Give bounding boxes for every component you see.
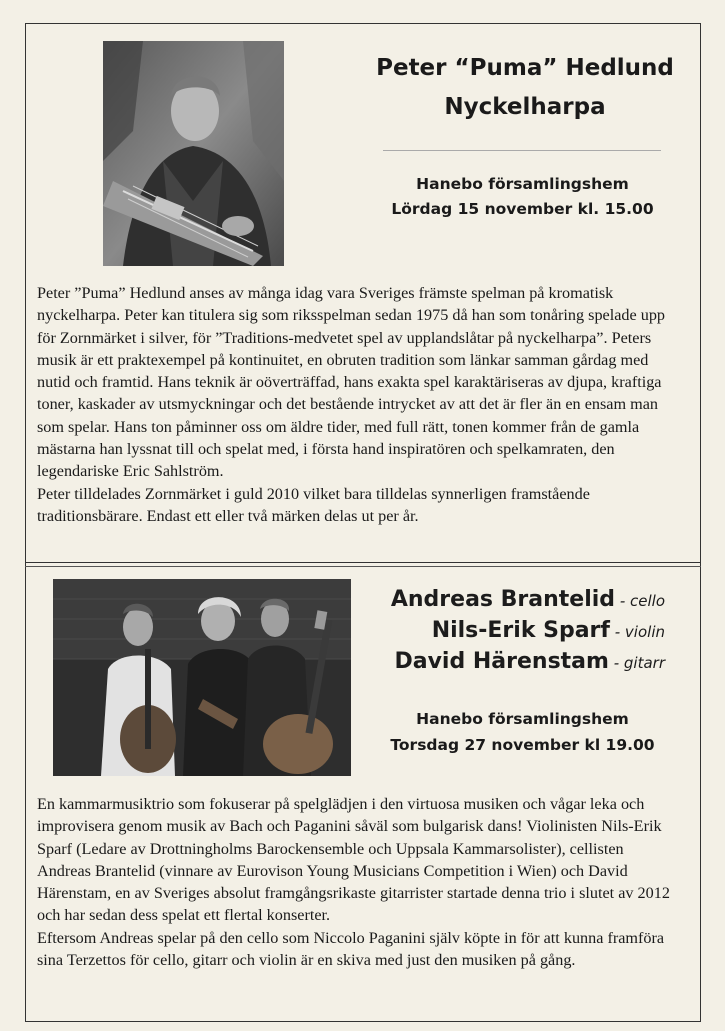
paragraph: Peter ”Puma” Hedlund anses av många idag vara Sveriges främste spelman på kromatisk nyckelharpa. Peter kan titulera sig som riksspelman sedan 1975 då han som tonåring spelade upp för Zornmärket i silver, för ”Traditions-medvetet spel av upplandslåtar på nyckelharpa”. Peters musik är ett praktexempel på kontinuitet, en obruten tradition som länkar samman gårdag med nutid och framtid. Hans teknik är oöverträffad, hans exakta spel karaktäriseras av djupa, kraftiga toner, kaskader av utsmyckningar och det bestående intrycket av att det är fler än en ensam man som spelar. Hans ton påminner oss om äldre tider, med full rätt, tonen kommer från de gamla mästarna han lyssnat till och spelat med, i första hand inspiratören och spelkamraten, den legendariske Eric Sahlström.	[37, 284, 666, 481]
trio-photo	[53, 579, 351, 776]
artist-harenstam	[394, 649, 665, 674]
paragraph: En kammarmusiktrio som fokuserar på spelglädjen i den virtuosa musiken och vågar leka och improvisera genom musik av Bach och Paganini såväl som bulgarisk dans! Violinisten Nils-Erik Sparf (Ledare av Drottningholms Barockensemble och Uppsala Kammarsolister), cellisten Andreas Brantelid (vinnare av Eurovison Young Musicians Competition i Wien) och David Härenstam, en av Sveriges absolut framgångsrikaste gitarrister startade denna trio i slutet av 2012 och har sedan dess spelat ett flertal konserter.	[37, 795, 670, 925]
artist-name: Andreas Brantelid	[390, 587, 616, 612]
venue-line: Hanebo församlingshem	[416, 710, 629, 728]
artist-brantelid	[391, 587, 665, 612]
performer-photo-hedlund	[103, 41, 284, 266]
artist-name: Nils-Erik Sparf	[431, 618, 610, 643]
description-trio	[37, 793, 677, 971]
paragraph: Peter tilldelades Zornmärket i guld 2010 vilket bara tilldelas synnerligen framstående traditionsbärare. Endast ett eller två märken delas ut per år.	[37, 484, 590, 525]
venue-line: Hanebo församlingshem	[416, 175, 629, 193]
section-divider	[25, 562, 701, 563]
paragraph: Eftersom Andreas spelar på den cello som Niccolo Paganini själv köpte in för att kunna framföra sina Terzettos för cello, gitarr och violin är en skiva med just den musiken på gång.	[37, 928, 665, 970]
artist-instrument: - cello	[615, 592, 665, 610]
section-divider	[25, 566, 701, 567]
performer-instrument: Nyckelharpa	[444, 94, 606, 120]
description-hedlund	[37, 282, 677, 527]
photo-graphic	[103, 41, 284, 266]
date-time-line: Lördag 15 november kl. 15.00	[391, 200, 654, 218]
performer-name: Peter “Puma” Hedlund	[376, 55, 674, 81]
artist-name: David Härenstam	[394, 649, 609, 674]
artist-instrument: - gitarr	[608, 654, 665, 672]
artist-sparf	[432, 618, 665, 643]
title-rule	[383, 150, 661, 151]
artist-instrument: - violin	[609, 623, 665, 641]
photo-graphic	[53, 579, 351, 776]
date-time-line: Torsdag 27 november kl 19.00	[390, 736, 655, 754]
